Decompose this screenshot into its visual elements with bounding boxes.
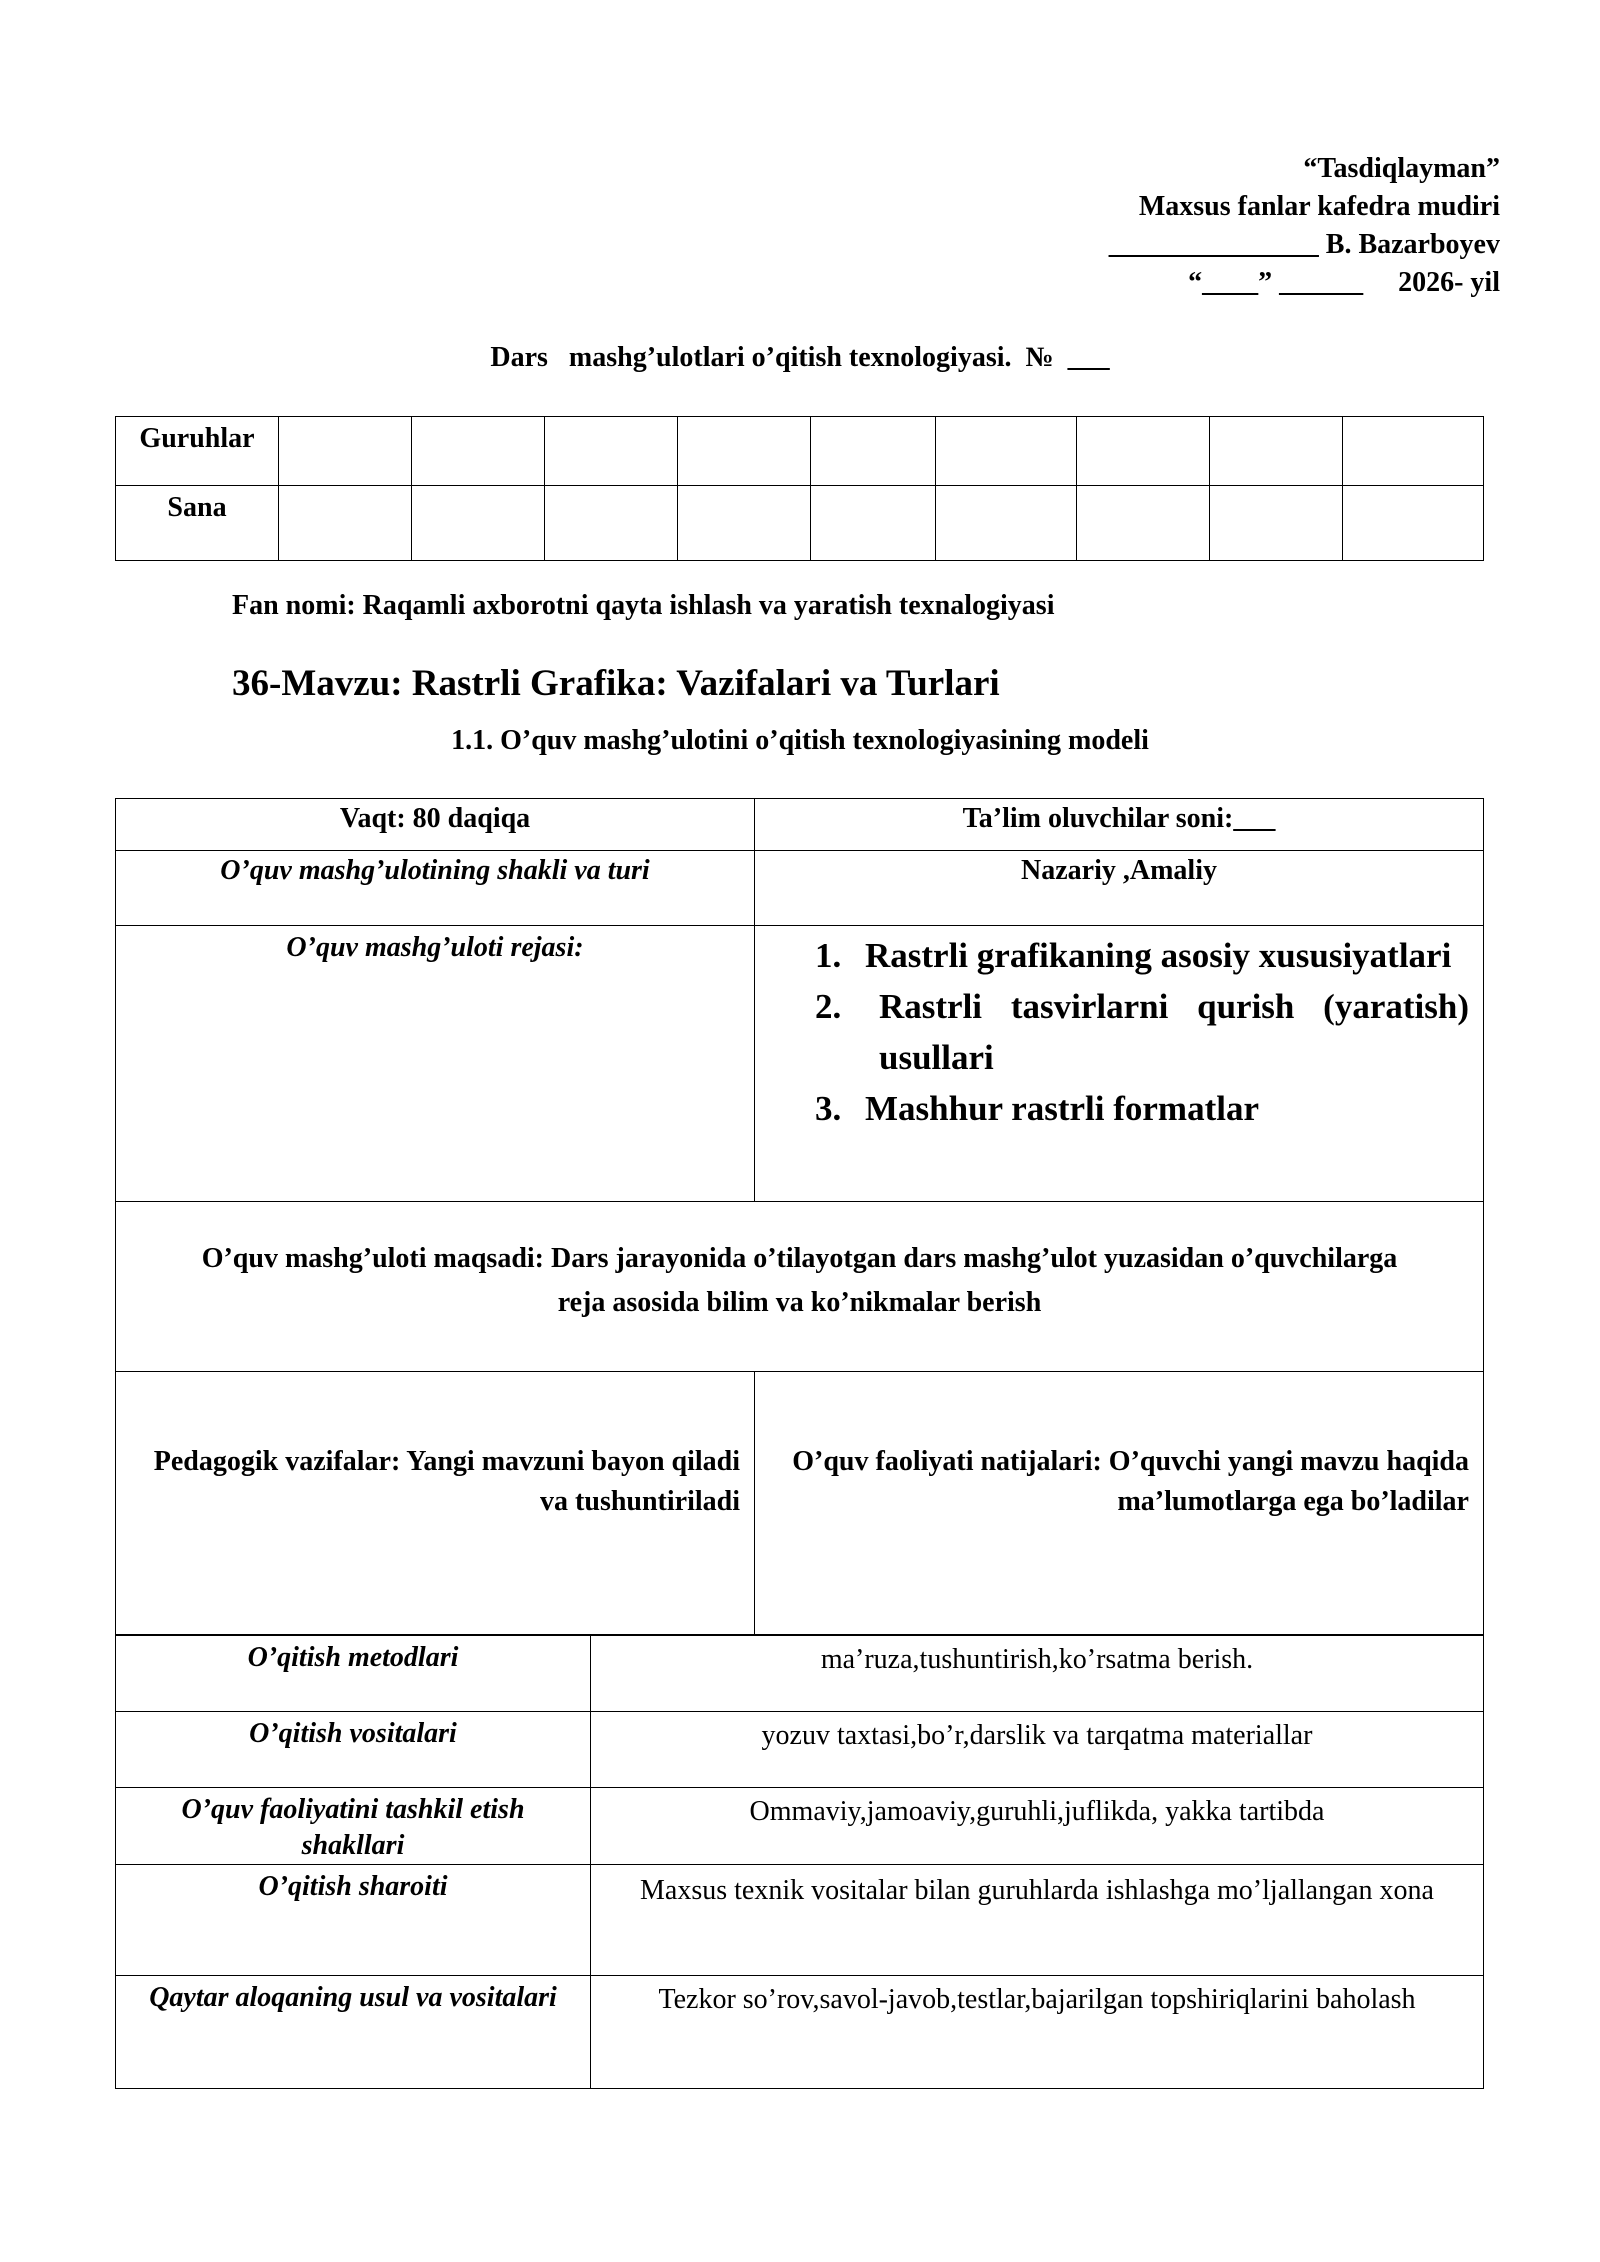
- detail-value: Maxsus texnik vositalar bilan guruhlarda ishlashga mo’ljallangan xona: [591, 1865, 1484, 1976]
- plan-item: [815, 930, 1469, 981]
- detail-value: Ommaviy,jamoaviy,guruhli,juflikda, yakka tartibda: [591, 1788, 1484, 1865]
- detail-label: O’qitish sharoiti: [116, 1865, 591, 1976]
- groups-row: [116, 417, 1484, 486]
- table-row: [116, 926, 1484, 1202]
- table-cell[interactable]: [1343, 417, 1484, 486]
- plan-label: O’quv mashg’uloti rejasi:: [116, 926, 755, 1202]
- table-cell[interactable]: [678, 417, 811, 486]
- table-cell[interactable]: [811, 486, 936, 561]
- table-cell[interactable]: [412, 486, 545, 561]
- table-cell[interactable]: [545, 417, 678, 486]
- lesson-model-table: [115, 798, 1484, 1635]
- groups-label: Guruhlar: [116, 417, 279, 486]
- detail-label: Qaytar aloqaning usul va vositalari: [116, 1976, 591, 2089]
- table-row: [116, 1865, 1484, 1976]
- table-cell[interactable]: [1210, 417, 1343, 486]
- table-cell[interactable]: [811, 417, 936, 486]
- plan-item-text: Rastrli grafikaning asosiy xususiyatlari: [865, 936, 1452, 975]
- table-row: [116, 1976, 1484, 2089]
- table-row: [116, 1636, 1484, 1712]
- form-value: Nazariy ,Amaliy: [755, 851, 1484, 926]
- detail-label: O’quv faoliyatini tashkil etish shakllari: [116, 1788, 591, 1865]
- learning-results: O’quv faoliyati natijalari: O’quvchi yangi mavzu haqida ma’lumotlarga ega bo’ladilar: [755, 1372, 1484, 1635]
- plan-item: [815, 981, 1469, 1083]
- table-cell[interactable]: [936, 417, 1077, 486]
- approval-heading: “Tasdiqlayman”: [1303, 153, 1500, 184]
- topic-title: 36-Mavzu: Rastrli Grafika: Vazifalari va Turlari: [232, 663, 1000, 704]
- subject-name: Fan nomi: Raqamli axborotni qayta ishlash va yaratish texnalogiyasi: [232, 590, 1055, 621]
- groups-table: [115, 416, 1484, 561]
- table-row: [116, 1202, 1484, 1372]
- detail-value: Tezkor so’rov,savol-javob,testlar,bajarilgan topshiriqlarini baholash: [591, 1976, 1484, 2089]
- time-cell: Vaqt: 80 daqiqa: [116, 799, 755, 851]
- table-cell[interactable]: [1077, 417, 1210, 486]
- pedagogical-tasks: Pedagogik vazifalar: Yangi mavzuni bayon qiladi va tushuntiriladi: [116, 1372, 755, 1635]
- table-cell[interactable]: [678, 486, 811, 561]
- document-title: Dars mashg’ulotlari o’qitish texnologiyasi. № ___: [490, 342, 1110, 373]
- plan-item-number: 1.: [815, 936, 842, 975]
- date-label: Sana: [116, 486, 279, 561]
- plan-item-text: Rastrli tasvirlarni qurish (yaratish) usullari: [879, 987, 1469, 1077]
- model-title: 1.1. O’quv mashg’ulotini o’qitish texnologiyasining modeli: [451, 725, 1149, 756]
- table-row: [116, 799, 1484, 851]
- table-cell[interactable]: [936, 486, 1077, 561]
- table-cell[interactable]: [279, 486, 412, 561]
- detail-value: yozuv taxtasi,bo’r,darslik va tarqatma materiallar: [591, 1712, 1484, 1788]
- table-row: [116, 851, 1484, 926]
- table-cell[interactable]: [1210, 486, 1343, 561]
- lesson-goal: O’quv mashg’uloti maqsadi: Dars jarayonida o’tilayotgan dars mashg’ulot yuzasidan o’quvchilarga reja asosida bilim va ko’nikmalar berish: [116, 1202, 1484, 1372]
- plan-list: [815, 930, 1469, 1134]
- table-cell[interactable]: [412, 417, 545, 486]
- table-cell[interactable]: [1077, 486, 1210, 561]
- details-table: [115, 1635, 1484, 2089]
- plan-item-number: 2.: [815, 987, 842, 1026]
- table-cell[interactable]: [545, 486, 678, 561]
- plan-cell: [755, 926, 1484, 1202]
- date-row: [116, 486, 1484, 561]
- approval-date: “____” ______ 2026- yil: [1188, 267, 1500, 298]
- detail-label: O’qitish vositalari: [116, 1712, 591, 1788]
- table-row: [116, 1788, 1484, 1865]
- plan-item-text: Mashhur rastrli formatlar: [865, 1089, 1260, 1128]
- approval-position: Maxsus fanlar kafedra mudiri: [1138, 191, 1500, 222]
- table-row: [116, 1372, 1484, 1635]
- plan-item: [815, 1083, 1469, 1134]
- plan-item-number: 3.: [815, 1089, 842, 1128]
- table-row: [116, 1712, 1484, 1788]
- table-cell[interactable]: [279, 417, 412, 486]
- students-cell: Ta’lim oluvchilar soni:___: [755, 799, 1484, 851]
- approval-signature: _______________ B. Bazarboyev: [1108, 229, 1500, 260]
- detail-value: ma’ruza,tushuntirish,ko’rsatma berish.: [591, 1636, 1484, 1712]
- table-cell[interactable]: [1343, 486, 1484, 561]
- approval-block: [980, 150, 1500, 302]
- detail-label: O’qitish metodlari: [116, 1636, 591, 1712]
- form-label: O’quv mashg’ulotining shakli va turi: [116, 851, 755, 926]
